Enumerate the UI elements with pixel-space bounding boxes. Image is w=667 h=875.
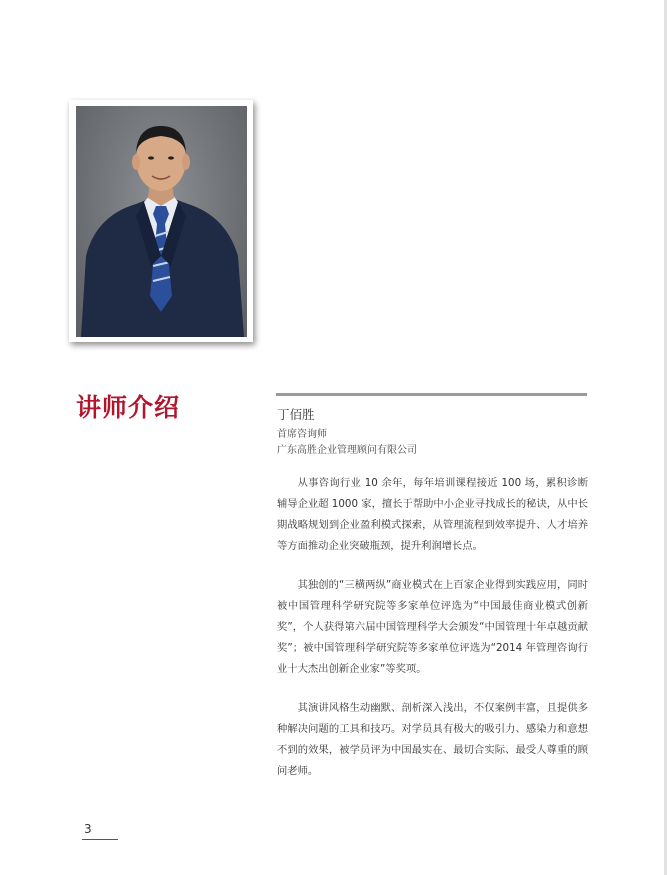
instructor-photo-frame [69,100,253,342]
header-rule [276,393,587,396]
bio-paragraph: 其演讲风格生动幽默、剖析深入浅出，不仅案例丰富，且提供多种解决问题的工具和技巧。对学员具有极大的吸引力、感染力和意想不到的效果，被学员评为中国最实在、最切合实际、最受人尊重的顾问老师。 [277,702,588,777]
instructor-role: 首席咨询师 [277,429,327,440]
instructor-company: 广东高胜企业管理顾问有限公司 [277,445,417,456]
bio-paragraph: 从事咨询行业 10 余年，每年培训课程接近 100 场，累积诊断辅导企业超 1000 家，擅长于帮助中小企业寻找成长的秘诀，从中长期战略规划到企业盈利模式探索，从管理流程到效率提升、人才培养等方面推动企业突破瓶颈，提升利润增长点。 [277,477,588,552]
instructor-name: 丁佰胜 [277,407,315,422]
portrait-illustration [76,106,247,337]
bio-paragraph: 其独创的“三横两纵”商业模式在上百家企业得到实践应用，同时被中国管理科学研究院等多家单位评选为“中国最佳商业模式创新奖”，个人获得第六届中国管理科学大会颁发“中国管理十年卓越贡献奖”；被中国管理科学研究院等多家单位评选为“2014 年管理咨询行业十大杰出创新企业家”等奖项。 [277,579,588,675]
instructor-photo [76,106,247,337]
instructor-bio [277,473,588,800]
section-title: 讲师介绍 [76,393,181,422]
page-number-rule [82,839,118,840]
page-number: 3 [84,822,92,836]
